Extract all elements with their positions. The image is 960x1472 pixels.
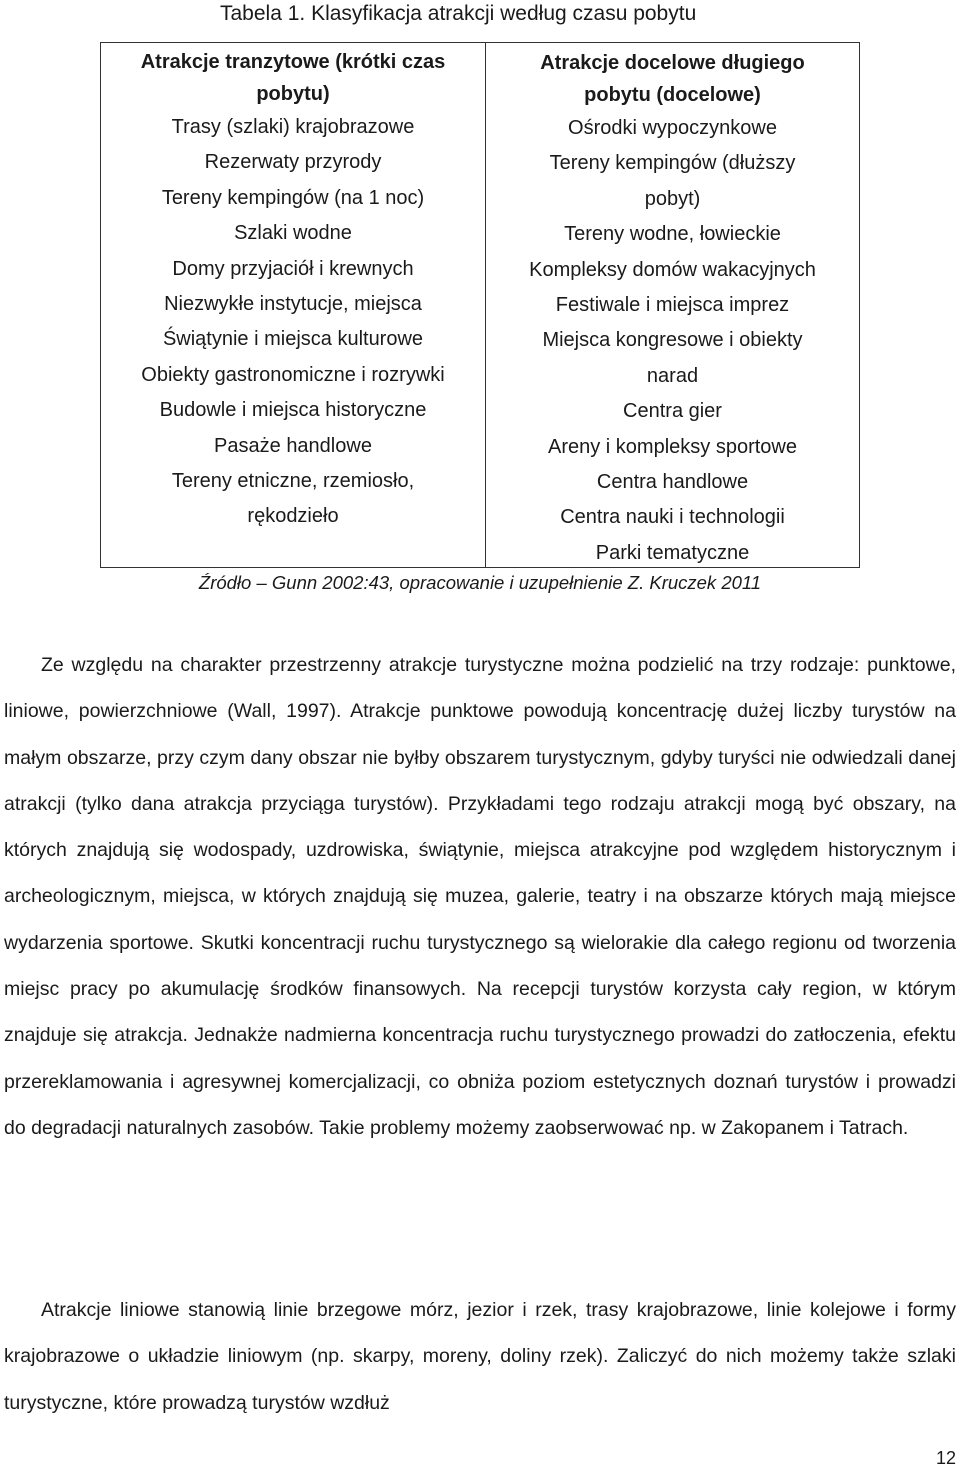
table-cell: Tereny kempingów (na 1 noc) — [161, 186, 425, 209]
table-cell: Kompleksy domów wakacyjnych — [529, 258, 816, 281]
page-number: 12 — [935, 1448, 956, 1468]
table-cell: Niezwykłe instytucje, miejsca — [164, 293, 422, 316]
table-cell: Miejsca kongresowe i obiekty narad — [542, 329, 803, 387]
body-paragraph: Atrakcje liniowe stanowią linie brzegowe mórz, jezior i rzek, trasy krajobrazowe, linie kolejowe i formy krajobrazowe o układzie liniowym (np. skarpy, moreny, doliny rzek). Zaliczyć do nich możemy także szlaki turystyczne, które prowadzą turystów wzdłuż — [4, 1299, 956, 1414]
table-cell: Festiwale i miejsca imprez — [555, 294, 790, 317]
table-cell: Tereny etniczne, rzemiosło, rękodzieło — [171, 470, 415, 528]
table-cell: Tereny kempingów (dłuższy pobyt) — [549, 152, 796, 210]
body-paragraph: Ze względu na charakter przestrzenny atrakcje turystyczne można podzielić na trzy rodzaje: punktowe, liniowe, powierzchniowe (Wall, 1997). Atrakcje punktowe powodują koncentrację dużej liczby turystów na małym obszarze, przy czym dany obszar nie byłby obszarem turystycznym, gdyby turyści nie odwiedzali danej atrakcji (tylko dana atrakcja przyciąga turystów). Przykładami tego rodzaju atrakcji mogą być obszary, na których znajdują się wodospady, uzdrowiska, świątynie, miejsca atrakcyjne pod względem historycznym i archeologicznym, miejsca, w których znajdują się muzea, galerie, teatry i na obszarze których mają miejsce wydarzenia sportowe. Skutki koncentracji ruchu turystycznego są wielorakie dla całego regionu od tworzenia miejsc pracy po akumulację środków finansowych. Na recepcji turystów korzysta cały region, w którym znajduje się atrakcja. Jednakże nadmierna koncentracja ruchu turystycznego prowadzi do zatłoczenia, efektu przereklamowania i agresywnej komercjalizacji, co obniża poziom estetycznych doznań turystów i prowadzi do degradacji naturalnych zasobów. Takie problemy możemy zaobserwować np. w Zakopanem i Tatrach. — [4, 654, 956, 1139]
table-column-transit — [101, 43, 486, 567]
table-cell: Parki tematyczne — [595, 541, 750, 564]
table-cell: Domy przyjaciół i krewnych — [172, 257, 414, 280]
table-cell: Ośrodki wypoczynkowe — [568, 117, 777, 139]
table-column-destination — [486, 43, 859, 567]
table-cell: Rezerwaty przyrody — [204, 151, 382, 174]
table-cell: Obiekty gastronomiczne i rozrywki — [141, 363, 445, 386]
table-source: Źródło – Gunn 2002:43, opracowanie i uzupełnienie Z. Kruczek 2011 — [198, 572, 762, 593]
table-cell: Świątynie i miejsca kulturowe — [162, 328, 424, 351]
table-cell: Centra nauki i technologii — [560, 506, 785, 529]
table-cell: Centra handlowe — [596, 471, 749, 494]
attractions-table — [100, 42, 860, 568]
table-cell: Pasaże handlowe — [214, 434, 372, 457]
table-cell: Szlaki wodne — [234, 222, 352, 245]
table-cell: Budowle i miejsca historyczne — [159, 399, 427, 422]
table-cell: Trasy (szlaki) krajobrazowe — [171, 116, 415, 138]
column-header-transit: Atrakcje tranzytowe (krótki czas pobytu) — [140, 51, 446, 105]
table-cell: Tereny wodne, łowieckie — [564, 223, 781, 246]
table-cell: Areny i kompleksy sportowe — [548, 435, 797, 458]
table-caption: Tabela 1. Klasyfikacja atrakcji według czasu pobytu — [220, 2, 697, 25]
column-header-destination: Atrakcje docelowe długiego pobytu (docelowe) — [540, 52, 805, 106]
table-cell: Centra gier — [623, 400, 722, 423]
